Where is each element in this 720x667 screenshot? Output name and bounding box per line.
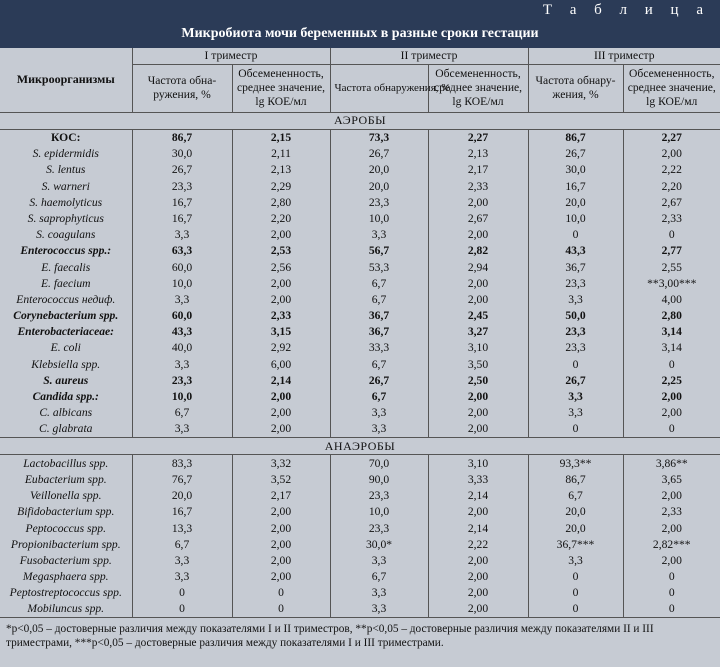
- table-row: [0, 585, 720, 601]
- frequency-cell: 30,0: [132, 146, 232, 162]
- frequency-cell: 43,3: [528, 243, 623, 259]
- load-cell: 0: [623, 569, 720, 585]
- load-cell: 2,45: [428, 308, 528, 324]
- frequency-cell: 0: [528, 227, 623, 243]
- frequency-cell: 73,3: [330, 129, 428, 146]
- load-cell: 2,15: [232, 129, 330, 146]
- frequency-cell: 36,7***: [528, 536, 623, 552]
- load-cell: 3,15: [232, 324, 330, 340]
- load-cell: 2,00: [428, 194, 528, 210]
- frequency-cell: 23,3: [330, 520, 428, 536]
- frequency-cell: 3,3: [132, 292, 232, 308]
- table-row: [0, 340, 720, 356]
- frequency-cell: 86,7: [528, 472, 623, 488]
- frequency-cell: 3,3: [330, 553, 428, 569]
- organism-name: Enterococcus недиф.: [16, 292, 116, 306]
- load-cell: 2,33: [623, 504, 720, 520]
- frequency-cell: 0: [528, 601, 623, 618]
- load-cell: 2,50: [428, 373, 528, 389]
- organism-name: C. glabrata: [39, 422, 93, 436]
- table-row: [0, 292, 720, 308]
- frequency-cell: 16,7: [132, 194, 232, 210]
- load-cell: 2,29: [232, 178, 330, 194]
- frequency-cell: 20,0: [528, 520, 623, 536]
- load-cell: 3,33: [428, 472, 528, 488]
- organism-name: S. epidermidis: [32, 147, 99, 161]
- load-cell: 2,14: [428, 488, 528, 504]
- table-row: [0, 553, 720, 569]
- load-cell: 2,33: [428, 178, 528, 194]
- frequency-cell: 3,3: [132, 553, 232, 569]
- load-cell: 2,00: [232, 292, 330, 308]
- load-cell: 2,13: [232, 162, 330, 178]
- load-cell: 2,00: [428, 275, 528, 291]
- load-cell: 2,00: [232, 553, 330, 569]
- organism-name: S. haemolyticus: [29, 195, 103, 209]
- load-cell: 2,82: [428, 243, 528, 259]
- subheader-line: Частота обнаружения, %: [334, 82, 451, 94]
- load-cell: 4,00: [623, 292, 720, 308]
- table-row: [0, 243, 720, 259]
- frequency-cell: 23,3: [528, 324, 623, 340]
- load-cell: 2,00: [232, 389, 330, 405]
- table-body: [0, 112, 720, 618]
- table-row: [0, 569, 720, 585]
- table-row: [0, 504, 720, 520]
- load-cell: 0: [623, 601, 720, 618]
- frequency-cell: 6,7: [132, 405, 232, 421]
- frequency-cell: 3,3: [330, 421, 428, 438]
- subheader-line: жения, %: [552, 88, 599, 101]
- frequency-cell: 86,7: [132, 129, 232, 146]
- load-cell: 2,22: [428, 536, 528, 552]
- table-row: [0, 162, 720, 178]
- frequency-cell: 16,7: [528, 178, 623, 194]
- load-cell: **3,00***: [623, 275, 720, 291]
- organism-name: Lactobacillus spp.: [23, 456, 109, 470]
- frequency-cell: 0: [528, 585, 623, 601]
- table-row: [0, 472, 720, 488]
- frequency-cell: 20,0: [528, 504, 623, 520]
- frequency-cell: 3,3: [132, 227, 232, 243]
- subheader-line: среднее значение,: [433, 81, 523, 94]
- footnote-line: триместрами, ***p<0,05 – достоверные различия между показателями I и III триместрами.: [6, 637, 444, 650]
- load-cell: 2,14: [232, 373, 330, 389]
- frequency-cell: 93,3**: [528, 455, 623, 472]
- organism-name: Megasphaera spp.: [22, 570, 109, 584]
- table-row: [0, 308, 720, 324]
- load-cell: 0: [623, 356, 720, 372]
- frequency-cell: 10,0: [132, 389, 232, 405]
- organism-name: Enterococcus spp.:: [20, 244, 112, 258]
- frequency-cell: 10,0: [528, 211, 623, 227]
- table-row: [0, 324, 720, 340]
- subheader-frequency-2: [330, 64, 451, 112]
- frequency-cell: 90,0: [330, 472, 428, 488]
- frequency-cell: 13,3: [132, 520, 232, 536]
- frequency-cell: 0: [132, 585, 232, 601]
- frequency-cell: 83,3: [132, 455, 232, 472]
- frequency-cell: 0: [528, 569, 623, 585]
- table-row: [0, 146, 720, 162]
- frequency-cell: 23,3: [330, 488, 428, 504]
- load-cell: 2,92: [232, 340, 330, 356]
- load-cell: 2,00: [428, 405, 528, 421]
- organism-name: E. faecalis: [41, 260, 91, 274]
- load-cell: 2,00: [428, 292, 528, 308]
- table-row: [0, 211, 720, 227]
- organism-name: S. coagulans: [36, 228, 96, 242]
- load-cell: 2,67: [428, 211, 528, 227]
- load-cell: 3,65: [623, 472, 720, 488]
- column-header-trimester-3: III триместр: [528, 48, 720, 64]
- load-cell: 2,00: [623, 146, 720, 162]
- organism-name: Peptococcus spp.: [25, 521, 106, 535]
- table-row: [0, 275, 720, 291]
- organism-name: Corynebacterium spp.: [13, 309, 119, 323]
- organism-name: C. albicans: [39, 406, 93, 420]
- frequency-cell: 3,3: [528, 389, 623, 405]
- frequency-cell: 76,7: [132, 472, 232, 488]
- load-cell: 2,80: [232, 194, 330, 210]
- frequency-cell: 23,3: [132, 373, 232, 389]
- frequency-cell: 26,7: [528, 373, 623, 389]
- load-cell: 3,10: [428, 340, 528, 356]
- load-cell: 2,00: [232, 569, 330, 585]
- section-header: АНАЭРОБЫ: [0, 438, 720, 455]
- load-cell: 2,00: [623, 405, 720, 421]
- subheader-line: Частота обнару-: [535, 74, 616, 87]
- table-row: [0, 536, 720, 552]
- frequency-cell: 36,7: [330, 324, 428, 340]
- column-header-trimester-2: II триместр: [330, 48, 528, 64]
- organism-name: E. faecium: [40, 276, 91, 290]
- frequency-cell: 40,0: [132, 340, 232, 356]
- frequency-cell: 6,7: [330, 569, 428, 585]
- load-cell: 3,14: [623, 324, 720, 340]
- frequency-cell: 53,3: [330, 259, 428, 275]
- frequency-cell: 6,7: [330, 275, 428, 291]
- frequency-cell: 10,0: [330, 504, 428, 520]
- frequency-cell: 3,3: [528, 553, 623, 569]
- table-row: [0, 405, 720, 421]
- frequency-cell: 33,3: [330, 340, 428, 356]
- frequency-cell: 26,7: [528, 146, 623, 162]
- load-cell: 2,14: [428, 520, 528, 536]
- organism-name: Mobiluncus spp.: [0, 601, 132, 618]
- subheader-line: Обсемененность,: [629, 67, 715, 80]
- subheader-line: Обсемененность,: [435, 67, 521, 80]
- frequency-cell: 10,0: [330, 211, 428, 227]
- load-cell: 2,00: [623, 520, 720, 536]
- load-cell: 6,00: [232, 356, 330, 372]
- organism-name: S. lentus: [46, 163, 86, 177]
- frequency-cell: 60,0: [132, 308, 232, 324]
- load-cell: 2,00: [623, 389, 720, 405]
- frequency-cell: 6,7: [132, 536, 232, 552]
- frequency-cell: 26,7: [330, 373, 428, 389]
- subheader-load-2: [428, 64, 528, 112]
- load-cell: 2,77: [623, 243, 720, 259]
- load-cell: 2,00: [232, 275, 330, 291]
- organism-name: Veillonella spp.: [30, 489, 102, 503]
- load-cell: 2,00: [428, 227, 528, 243]
- frequency-cell: 3,3: [528, 292, 623, 308]
- organism-name: S. warneri: [41, 179, 90, 193]
- frequency-cell: 86,7: [528, 129, 623, 146]
- organism-name: E. coli: [50, 341, 81, 355]
- frequency-cell: 20,0: [330, 162, 428, 178]
- load-cell: 2,17: [428, 162, 528, 178]
- organism-name: Klebsiella spp.: [31, 357, 101, 371]
- microbiota-table: [0, 48, 720, 618]
- load-cell: 3,52: [232, 472, 330, 488]
- load-cell: 2,00: [232, 504, 330, 520]
- frequency-cell: 36,7: [528, 259, 623, 275]
- load-cell: 0: [232, 601, 330, 618]
- load-cell: 2,55: [623, 259, 720, 275]
- frequency-cell: 3,3: [330, 585, 428, 601]
- table-row: [0, 373, 720, 389]
- subheader-line: lg КОЕ/мл: [452, 95, 504, 108]
- table-header: [0, 0, 720, 48]
- frequency-cell: 56,7: [330, 243, 428, 259]
- frequency-cell: 23,3: [330, 194, 428, 210]
- footnote: [0, 618, 720, 650]
- subheader-frequency-3: [528, 64, 623, 112]
- load-cell: 2,82***: [623, 536, 720, 552]
- load-cell: 2,00: [428, 421, 528, 438]
- load-cell: 2,00: [428, 389, 528, 405]
- frequency-cell: 6,7: [330, 356, 428, 372]
- table-label: Т а б л и ц а: [542, 2, 710, 18]
- subheader-frequency-1: [132, 64, 232, 112]
- organism-name: Eubacterium spp.: [24, 472, 107, 486]
- load-cell: 2,20: [232, 211, 330, 227]
- load-cell: 2,27: [623, 129, 720, 146]
- subheader-line: lg КОЕ/мл: [646, 95, 698, 108]
- frequency-cell: 26,7: [132, 162, 232, 178]
- table-row: [0, 178, 720, 194]
- load-cell: 2,00: [428, 553, 528, 569]
- load-cell: 2,67: [623, 194, 720, 210]
- frequency-cell: 43,3: [132, 324, 232, 340]
- frequency-cell: 30,0*: [330, 536, 428, 552]
- load-cell: 2,00: [428, 585, 528, 601]
- load-cell: 3,50: [428, 356, 528, 372]
- frequency-cell: 70,0: [330, 455, 428, 472]
- load-cell: 2,00: [623, 553, 720, 569]
- frequency-cell: 6,7: [528, 488, 623, 504]
- frequency-cell: 20,0: [132, 488, 232, 504]
- load-cell: 2,11: [232, 146, 330, 162]
- organism-name: Propionibacterium spp.: [10, 537, 121, 551]
- frequency-cell: 3,3: [528, 405, 623, 421]
- load-cell: 2,27: [428, 129, 528, 146]
- column-header-organism: Микроорганизмы: [0, 48, 132, 112]
- frequency-cell: 60,0: [132, 259, 232, 275]
- load-cell: 2,56: [232, 259, 330, 275]
- table-row: [0, 259, 720, 275]
- table-row: [0, 356, 720, 372]
- load-cell: 2,13: [428, 146, 528, 162]
- load-cell: 2,00: [428, 504, 528, 520]
- section-header: АЭРОБЫ: [0, 112, 720, 129]
- frequency-cell: 36,7: [330, 308, 428, 324]
- frequency-cell: 20,0: [330, 178, 428, 194]
- frequency-cell: 3,3: [330, 601, 428, 618]
- subheader-load-1: [232, 64, 330, 112]
- frequency-cell: 0: [132, 601, 232, 618]
- load-cell: 3,27: [428, 324, 528, 340]
- frequency-cell: 6,7: [330, 389, 428, 405]
- organism-name: Fusobacterium spp.: [19, 553, 112, 567]
- load-cell: 2,00: [232, 227, 330, 243]
- frequency-cell: 23,3: [132, 178, 232, 194]
- frequency-cell: 50,0: [528, 308, 623, 324]
- frequency-cell: 63,3: [132, 243, 232, 259]
- table-row: [0, 455, 720, 472]
- table-row: [0, 421, 720, 438]
- load-cell: 2,00: [232, 520, 330, 536]
- frequency-cell: 0: [528, 356, 623, 372]
- frequency-cell: 10,0: [132, 275, 232, 291]
- organism-name: КОС:: [50, 131, 81, 145]
- frequency-cell: 20,0: [528, 194, 623, 210]
- load-cell: 0: [232, 585, 330, 601]
- frequency-cell: 6,7: [330, 292, 428, 308]
- load-cell: 0: [623, 421, 720, 438]
- table-row: [0, 129, 720, 146]
- frequency-cell: 3,3: [330, 227, 428, 243]
- load-cell: 2,00: [428, 601, 528, 618]
- frequency-cell: 16,7: [132, 504, 232, 520]
- load-cell: 2,00: [232, 421, 330, 438]
- subheader-line: lg КОЕ/мл: [255, 95, 307, 108]
- frequency-cell: 0: [528, 421, 623, 438]
- frequency-cell: 30,0: [528, 162, 623, 178]
- load-cell: 2,20: [623, 178, 720, 194]
- frequency-cell: 3,3: [132, 569, 232, 585]
- frequency-cell: 3,3: [132, 356, 232, 372]
- table-row: [0, 227, 720, 243]
- table-row: [0, 520, 720, 536]
- load-cell: 0: [623, 227, 720, 243]
- frequency-cell: 26,7: [330, 146, 428, 162]
- table-row: [0, 488, 720, 504]
- table-row: [0, 601, 720, 618]
- organism-name: Candida spp.:: [32, 390, 99, 404]
- load-cell: 2,00: [428, 569, 528, 585]
- subheader-line: среднее значение,: [627, 81, 716, 94]
- load-cell: 3,10: [428, 455, 528, 472]
- frequency-cell: 3,3: [330, 405, 428, 421]
- subheader-line: Обсемененность,: [238, 67, 324, 80]
- load-cell: 3,32: [232, 455, 330, 472]
- column-header-trimester-1: I триместр: [132, 48, 330, 64]
- table-row: [0, 389, 720, 405]
- load-cell: 2,33: [623, 211, 720, 227]
- organism-name: Enterobacteriaceae:: [17, 325, 115, 339]
- table-row: [0, 194, 720, 210]
- organism-name: S. aureus: [43, 373, 89, 387]
- frequency-cell: 3,3: [132, 421, 232, 438]
- load-cell: 2,80: [623, 308, 720, 324]
- organism-name: Bifidobacterium spp.: [17, 505, 115, 519]
- load-cell: 2,00: [232, 536, 330, 552]
- organism-name: Peptostreptococcus spp.: [9, 586, 122, 600]
- subheader-line: среднее значение,: [236, 81, 326, 94]
- subheader-load-3: [623, 64, 720, 112]
- load-cell: 2,33: [232, 308, 330, 324]
- frequency-cell: 23,3: [528, 275, 623, 291]
- load-cell: 3,86**: [623, 455, 720, 472]
- frequency-cell: 23,3: [528, 340, 623, 356]
- load-cell: 2,25: [623, 373, 720, 389]
- subheader-line: Частота обна-: [147, 74, 217, 87]
- load-cell: 2,00: [232, 405, 330, 421]
- load-cell: 3,14: [623, 340, 720, 356]
- load-cell: 2,94: [428, 259, 528, 275]
- load-cell: 0: [623, 585, 720, 601]
- load-cell: 2,00: [623, 488, 720, 504]
- load-cell: 2,53: [232, 243, 330, 259]
- subheader-line: ружения, %: [153, 88, 211, 101]
- frequency-cell: 16,7: [132, 211, 232, 227]
- table-caption: Микробиота мочи беременных в разные сроки гестации: [181, 26, 539, 41]
- load-cell: 2,17: [232, 488, 330, 504]
- organism-name: S. saprophyticus: [27, 211, 104, 225]
- load-cell: 2,22: [623, 162, 720, 178]
- footnote-line: *p<0,05 – достоверные различия между показателями I и II триместров, **p<0,05 – достоверные различия между показателями II и III: [6, 623, 654, 636]
